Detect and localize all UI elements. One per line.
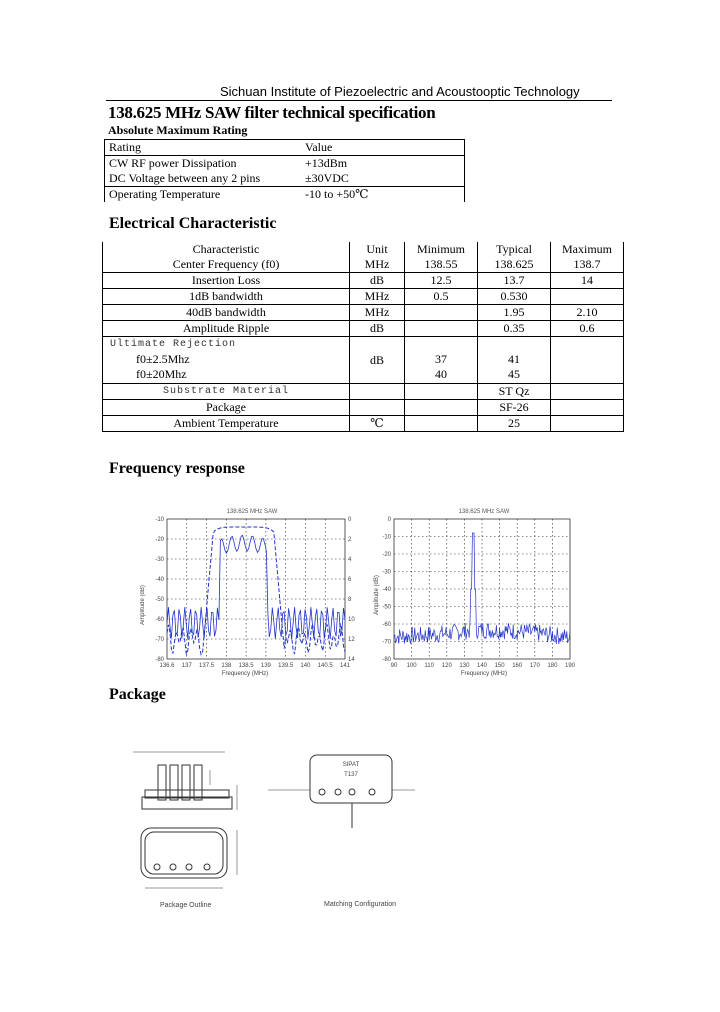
x-tick-label: 190 bbox=[564, 663, 576, 669]
y2-tick-label: 14 bbox=[348, 657, 355, 663]
typ-value: 41 bbox=[508, 352, 520, 366]
col-value-header: Value bbox=[301, 140, 465, 156]
table-row bbox=[103, 257, 624, 273]
y2-tick-label: 0 bbox=[348, 517, 352, 523]
plot-frame bbox=[167, 519, 345, 659]
wideband-chart bbox=[372, 505, 577, 677]
max-cell: 14 bbox=[551, 273, 624, 289]
max-cell bbox=[551, 384, 624, 400]
unit-cell bbox=[350, 400, 405, 416]
unit-cell: dB bbox=[350, 273, 405, 289]
y2-tick-label: 8 bbox=[348, 597, 352, 603]
char-cell: Center Frequency (f0) bbox=[103, 257, 350, 273]
y-tick-label: -40 bbox=[382, 587, 391, 593]
header-cell: Typical bbox=[478, 242, 551, 257]
table-row bbox=[105, 156, 465, 172]
package-heading: Package bbox=[109, 686, 166, 703]
typ-cell: 25 bbox=[478, 416, 551, 432]
package-drawing bbox=[125, 740, 425, 920]
passband-chart bbox=[140, 505, 355, 677]
min-value: 37 bbox=[435, 352, 447, 366]
table-row bbox=[103, 337, 624, 384]
x-tick-label: 110 bbox=[424, 663, 434, 669]
char-cell: Substrate Material bbox=[103, 384, 350, 400]
ultimate-cell bbox=[103, 337, 350, 384]
y2-tick-label: 4 bbox=[348, 557, 352, 563]
max-cell: 138.7 bbox=[551, 257, 624, 273]
max-cell bbox=[551, 400, 624, 416]
x-tick-label: 120 bbox=[441, 663, 452, 669]
min-cell bbox=[405, 337, 478, 384]
typ-cell: 0.530 bbox=[478, 289, 551, 305]
x-tick-label: 100 bbox=[406, 663, 417, 669]
institute-header: Sichuan Institute of Piezoelectric and Acoustooptic Technology bbox=[220, 84, 580, 99]
unit-cell: MHz bbox=[350, 257, 405, 273]
y-tick-label: -70 bbox=[382, 639, 391, 646]
y-tick-label: -20 bbox=[155, 537, 164, 543]
max-cell bbox=[551, 337, 624, 384]
y-tick-label: -60 bbox=[382, 622, 391, 628]
char-cell: 1dB bandwidth bbox=[103, 289, 350, 305]
table-row bbox=[103, 384, 624, 400]
header-cell: Maximum bbox=[551, 242, 624, 257]
value-cell: +13dBm bbox=[301, 156, 465, 172]
package-outline-caption: Package Outline bbox=[160, 902, 212, 909]
table-row bbox=[103, 416, 624, 432]
ultimate-sub2: f0±20Mhz bbox=[136, 367, 187, 381]
chip-label-1: SIPAT bbox=[342, 762, 360, 768]
unit-cell: MHz bbox=[350, 289, 405, 305]
side-view bbox=[133, 752, 237, 810]
chip-label-2: T137 bbox=[344, 772, 358, 778]
y-tick-label: -30 bbox=[155, 557, 164, 563]
header-cell: Characteristic bbox=[103, 242, 350, 257]
typ-cell: ST Qz bbox=[478, 384, 551, 400]
y2-tick-label: 2 bbox=[348, 537, 352, 543]
min-cell: 12.5 bbox=[405, 273, 478, 289]
x-tick-label: 170 bbox=[529, 663, 540, 669]
chart-title: 138.625 MHz SAW bbox=[458, 509, 510, 515]
unit-cell: dB bbox=[350, 337, 405, 384]
y-axis-label: Amplitude (dB) bbox=[374, 575, 380, 615]
unit-cell: ℃ bbox=[350, 416, 405, 432]
x-tick-label: 140 bbox=[476, 663, 488, 669]
rating-cell: DC Voltage between any 2 pins bbox=[105, 171, 302, 187]
y-tick-label: -10 bbox=[382, 534, 391, 541]
x-tick-label: 137.5 bbox=[199, 663, 215, 669]
rating-cell: Operating Temperature bbox=[105, 187, 302, 203]
x-tick-label: 138 bbox=[221, 663, 232, 669]
electrical-heading: Electrical Characteristic bbox=[109, 215, 277, 232]
x-tick-label: 140 bbox=[300, 663, 311, 669]
max-cell bbox=[551, 416, 624, 432]
table-row bbox=[105, 171, 465, 187]
y-axis-label: Amplitude (dB) bbox=[140, 585, 146, 625]
min-cell bbox=[405, 305, 478, 321]
y-tick-label: -70 bbox=[155, 637, 164, 643]
typ-cell bbox=[478, 337, 551, 384]
min-cell: 0.5 bbox=[405, 289, 478, 305]
y-tick-label: -50 bbox=[155, 597, 164, 603]
min-cell: 138.55 bbox=[405, 257, 478, 273]
typ-cell: 13.7 bbox=[478, 273, 551, 289]
y-tick-label: 0 bbox=[387, 517, 391, 523]
y-tick-label: -30 bbox=[382, 569, 391, 576]
table-row bbox=[103, 305, 624, 321]
min-cell bbox=[405, 416, 478, 432]
x-tick-label: 139.5 bbox=[278, 663, 294, 669]
table-row bbox=[103, 242, 624, 257]
col-rating-header: Rating bbox=[105, 140, 302, 156]
table-row bbox=[103, 321, 624, 337]
top-view bbox=[141, 828, 237, 888]
header-cell: Minimum bbox=[405, 242, 478, 257]
typ-value: 45 bbox=[508, 367, 520, 381]
group-delay-series bbox=[167, 536, 345, 640]
x-tick-label: 180 bbox=[547, 663, 558, 669]
x-tick-label: 141 bbox=[339, 663, 351, 669]
max-cell: 2.10 bbox=[551, 305, 624, 321]
char-cell: Insertion Loss bbox=[103, 273, 350, 289]
table-row bbox=[103, 289, 624, 305]
char-cell: Ambient Temperature bbox=[103, 416, 350, 432]
x-axis-label: Frequency (MHz) bbox=[460, 671, 508, 677]
y2-tick-label: 12 bbox=[348, 637, 355, 643]
matching-caption: Matching Configuration bbox=[324, 901, 396, 908]
doc-title: 138.625 MHz SAW filter technical specification bbox=[108, 103, 436, 122]
unit-cell bbox=[350, 384, 405, 400]
value-cell: ±30VDC bbox=[301, 171, 465, 187]
min-cell bbox=[405, 321, 478, 337]
y-tick-label: -40 bbox=[155, 577, 164, 583]
x-axis-label: Frequency (MHz) bbox=[221, 671, 269, 677]
chart-title: 138.625 MHz SAW bbox=[226, 509, 278, 515]
min-cell bbox=[405, 400, 478, 416]
x-tick-label: 136.6 bbox=[159, 663, 175, 669]
typ-cell: SF-26 bbox=[478, 400, 551, 416]
min-value: 40 bbox=[435, 367, 447, 381]
x-tick-label: 90 bbox=[390, 663, 398, 669]
char-cell: Amplitude Ripple bbox=[103, 321, 350, 337]
y-tick-label: -10 bbox=[155, 517, 164, 523]
table-row bbox=[105, 140, 465, 156]
ultimate-label: Ultimate Rejection bbox=[110, 339, 237, 350]
value-cell: -10 to +50℃ bbox=[301, 187, 465, 203]
y-tick-label: -50 bbox=[382, 604, 391, 611]
frequency-response-heading: Frequency response bbox=[109, 460, 245, 477]
table-row bbox=[103, 400, 624, 416]
max-cell bbox=[551, 289, 624, 305]
y-tick-label: -60 bbox=[155, 617, 164, 623]
typ-cell: 0.35 bbox=[478, 321, 551, 337]
header-cell: Unit bbox=[350, 242, 405, 257]
abs-rating-table bbox=[104, 139, 465, 202]
rating-cell: CW RF power Dissipation bbox=[105, 156, 302, 172]
x-tick-label: 137 bbox=[181, 663, 192, 669]
unit-cell: MHz bbox=[350, 305, 405, 321]
typ-cell: 1.95 bbox=[478, 305, 551, 321]
x-tick-label: 138.5 bbox=[238, 663, 254, 669]
ultimate-sub1: f0±2.5Mhz bbox=[136, 352, 190, 366]
matching-view bbox=[268, 755, 415, 828]
min-cell bbox=[405, 384, 478, 400]
typ-cell: 138.625 bbox=[478, 257, 551, 273]
header-rule bbox=[106, 100, 612, 101]
x-tick-label: 160 bbox=[512, 663, 523, 669]
x-tick-label: 139 bbox=[260, 663, 271, 669]
y2-tick-label: 10 bbox=[348, 617, 355, 623]
char-cell: Package bbox=[103, 400, 350, 416]
x-tick-label: 150 bbox=[494, 663, 505, 669]
unit-cell: dB bbox=[350, 321, 405, 337]
abs-rating-heading: Absolute Maximum Rating bbox=[108, 123, 248, 137]
y-tick-label: -80 bbox=[155, 657, 164, 663]
y2-tick-label: 6 bbox=[348, 577, 352, 583]
table-row bbox=[103, 273, 624, 289]
electrical-table bbox=[102, 242, 624, 432]
y-tick-label: -80 bbox=[382, 657, 391, 663]
y-tick-label: -20 bbox=[382, 552, 391, 558]
max-cell: 0.6 bbox=[551, 321, 624, 337]
x-tick-label: 140.5 bbox=[317, 663, 333, 669]
x-tick-label: 130 bbox=[459, 663, 470, 669]
table-row bbox=[105, 187, 465, 203]
char-cell: 40dB bandwidth bbox=[103, 305, 350, 321]
